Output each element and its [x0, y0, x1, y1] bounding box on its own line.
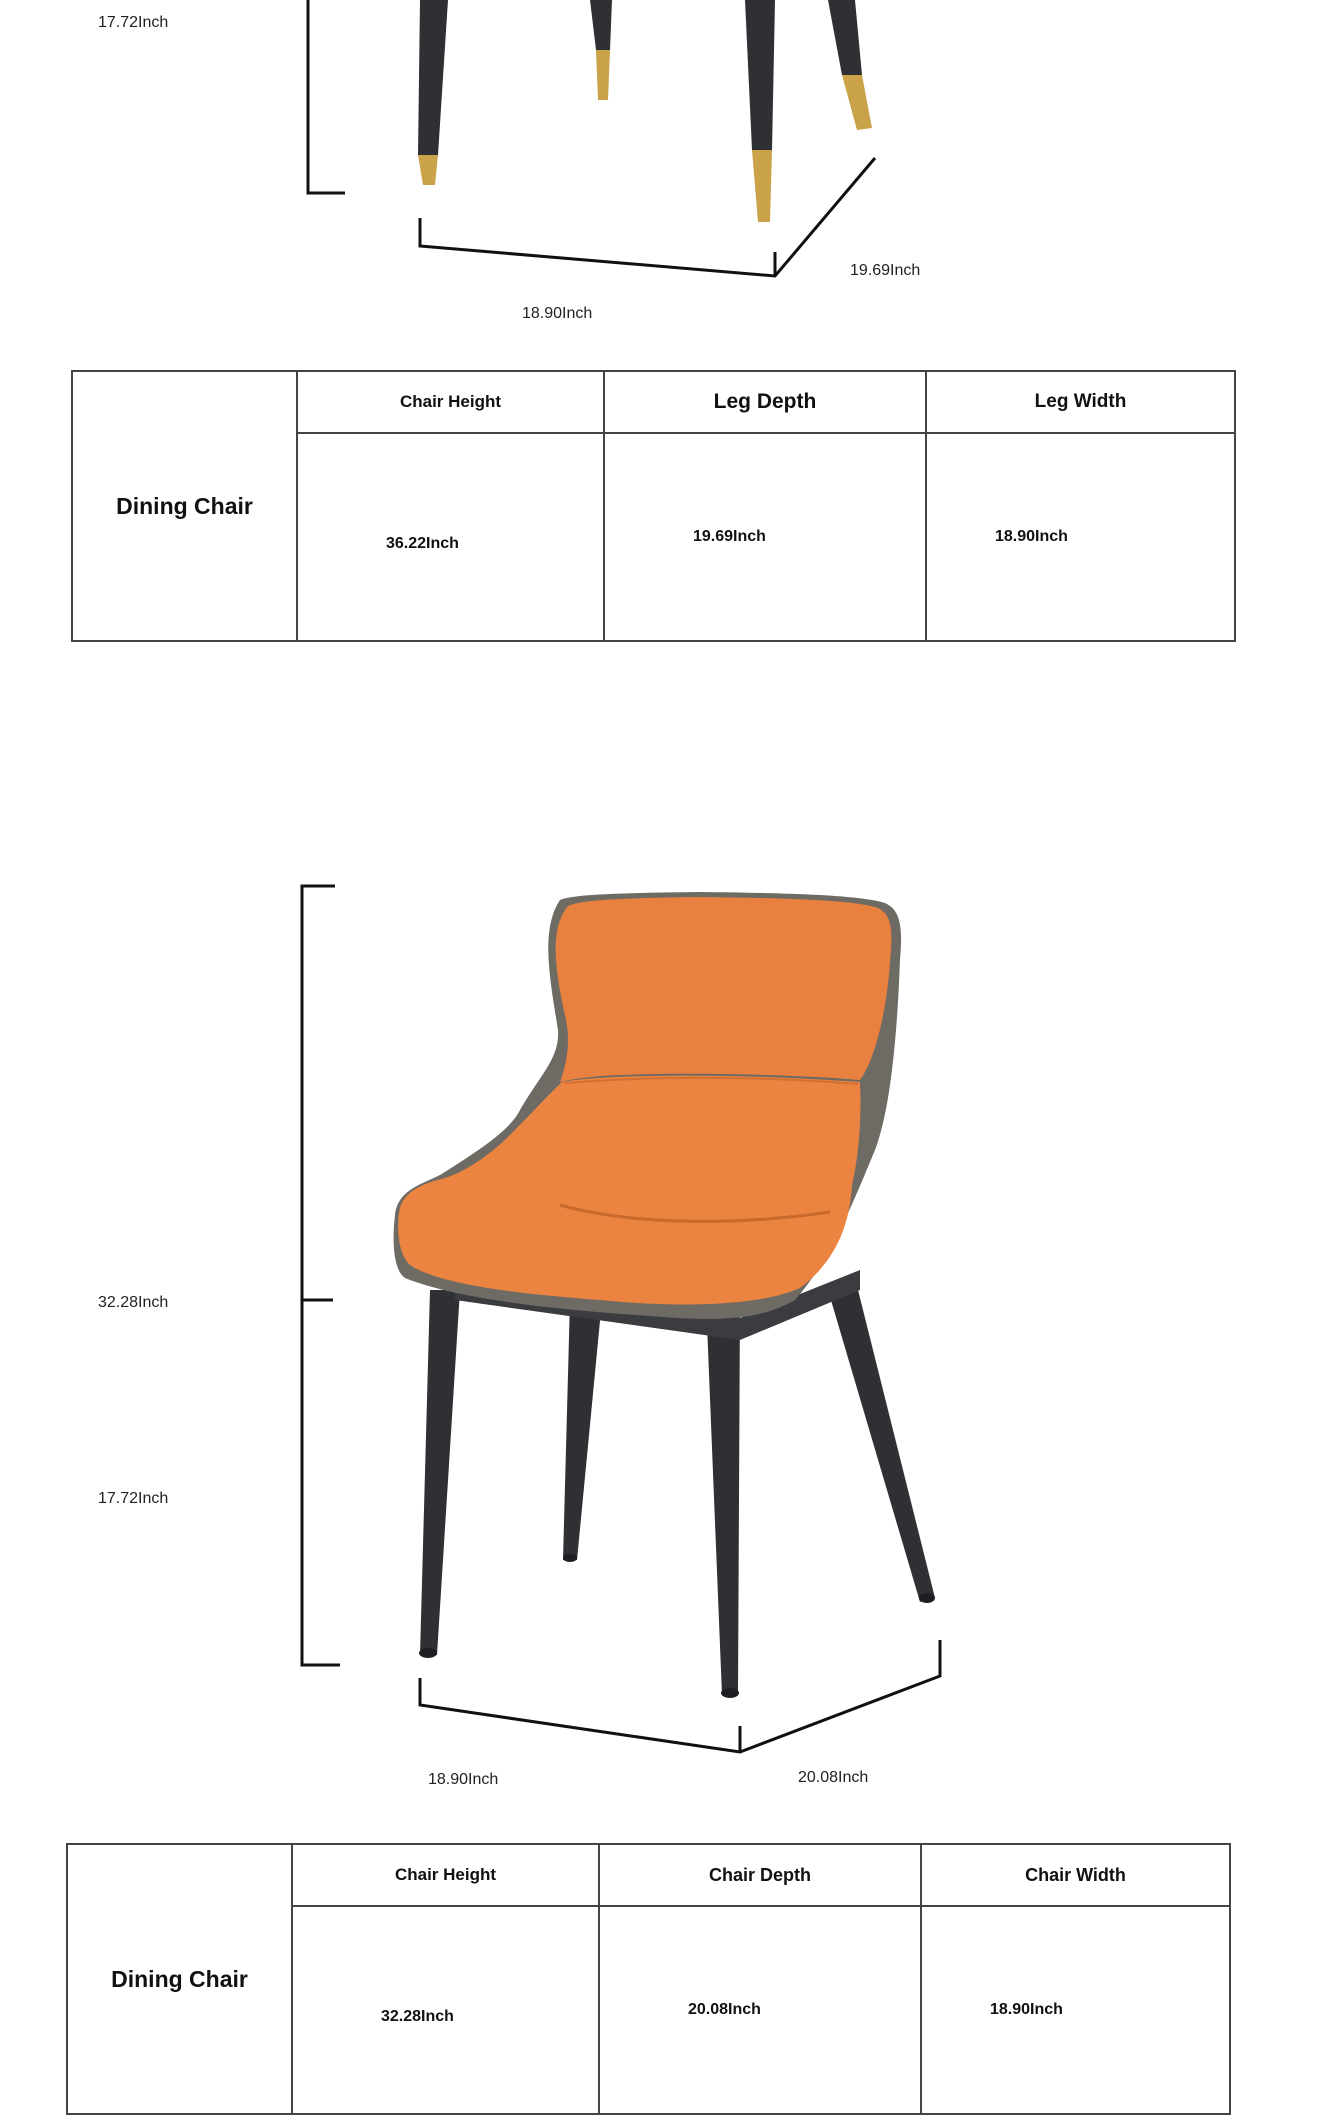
top-leg-front-left — [418, 0, 448, 155]
header-leg-width: Leg Width — [926, 371, 1235, 433]
leg-foot — [419, 1648, 437, 1658]
top-chair-legs — [418, 0, 872, 222]
value-chair-width: 18.90Inch — [921, 1906, 1230, 2114]
chair-leg-front-right — [706, 1300, 740, 1695]
top-spec-table — [71, 370, 1236, 642]
backrest-upholstery — [556, 897, 892, 1082]
total-height-label: 32.28Inch — [98, 1294, 169, 1311]
top-leg-cap — [752, 150, 772, 222]
top-depth-label: 19.69Inch — [850, 262, 921, 279]
depth-label: 20.08Inch — [798, 1769, 869, 1786]
header-leg-depth: Leg Depth — [604, 371, 926, 433]
top-seat-height-label: 17.72Inch — [98, 14, 169, 31]
spec-table-title: Dining Chair — [72, 371, 297, 641]
value-chair-height: 32.28Inch — [292, 1906, 599, 2114]
chair-leg-back-right — [828, 1290, 935, 1602]
spec-table-title: Dining Chair — [67, 1844, 292, 2114]
top-leg-front-right — [745, 0, 775, 150]
bottom-spec-table — [66, 1843, 1231, 2115]
value-chair-depth: 20.08Inch — [599, 1906, 921, 2114]
orange-chair — [394, 892, 935, 1698]
height-bracket — [302, 886, 340, 1665]
header-chair-height: Chair Height — [292, 1844, 599, 1906]
leg-foot — [563, 1554, 577, 1562]
seat-upholstery — [398, 1076, 860, 1305]
value-chair-height: 36.22Inch — [297, 433, 604, 641]
leg-foot — [919, 1593, 935, 1603]
top-base-lines — [420, 158, 875, 276]
leg-foot — [721, 1688, 739, 1698]
bottom-base-lines — [420, 1640, 940, 1752]
width-label: 18.90Inch — [428, 1771, 499, 1788]
top-dimension-lines — [308, 0, 875, 276]
top-leg-cap — [596, 50, 610, 100]
header-chair-width: Chair Width — [921, 1844, 1230, 1906]
top-width-label: 18.90Inch — [522, 305, 593, 322]
chair-leg-back-left — [563, 1300, 602, 1560]
header-chair-height: Chair Height — [297, 371, 604, 433]
header-chair-depth: Chair Depth — [599, 1844, 921, 1906]
top-leg-cap — [418, 155, 438, 185]
value-leg-width: 18.90Inch — [926, 433, 1235, 641]
top-leg-back-right — [828, 0, 862, 75]
top-leg-back-left — [590, 0, 612, 50]
top-leg-cap — [842, 75, 872, 130]
top-height-bracket — [308, 0, 345, 193]
chair-leg-front-left — [420, 1290, 460, 1655]
value-leg-depth: 19.69Inch — [604, 433, 926, 641]
seat-height-label: 17.72Inch — [98, 1490, 169, 1507]
